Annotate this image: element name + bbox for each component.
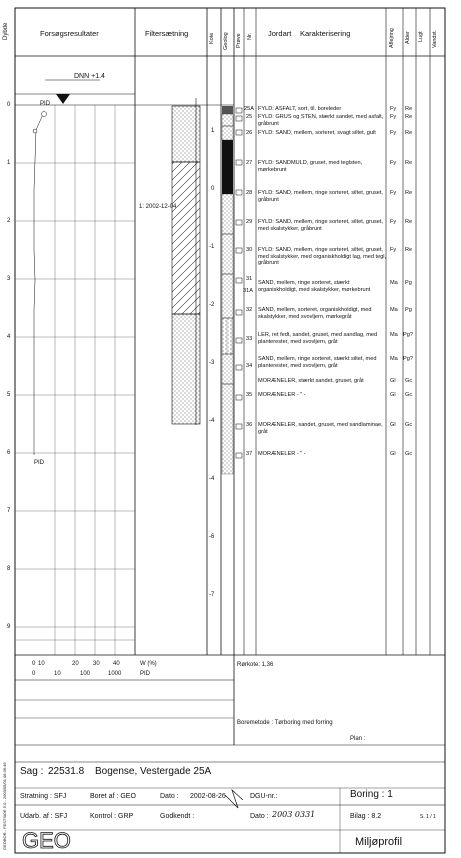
sag-label: Sag : — [20, 766, 44, 777]
sample-nr: 25 — [246, 114, 253, 120]
sample-afl: Ma — [390, 280, 398, 286]
sample-desc: FYLD: SANDMULD, gruset, med teglsten, mørkebrunt — [258, 160, 363, 173]
sample-nr: 25A — [244, 106, 254, 112]
kote-tick: -7 — [209, 592, 215, 598]
scale-tick: 10 — [54, 671, 61, 677]
sample-nr: 34 — [246, 363, 253, 369]
depth-tick: 5 — [7, 392, 11, 398]
header-pr: Prøve — [236, 33, 242, 48]
depth-tick: 6 — [7, 450, 11, 456]
sample-nr: 36 — [246, 422, 253, 428]
sample-desc: MORÆNELER - " - — [258, 392, 306, 398]
sample-alder: Pg? — [403, 332, 413, 338]
sample-afl: Ma — [390, 356, 398, 362]
sample-alder: Pg? — [403, 356, 413, 362]
dato2-label: Dato : — [250, 813, 269, 820]
sample-afl: Gl — [390, 378, 396, 384]
sample-desc: SAND, mellem, sorteret, organiskholdigt, med skalstykker, med svovljern, mørkegråt — [258, 307, 372, 320]
depth-tick: 4 — [7, 334, 11, 340]
sample-alder: Gc — [405, 422, 413, 428]
header-lugt: Lugt — [418, 31, 424, 42]
sample-afl: Gl — [390, 422, 396, 428]
sag-number: 22531.8 — [48, 766, 85, 777]
sag-name: Bogense, Vestergade 25A — [95, 766, 212, 777]
header-karakt: Karakterisering — [300, 29, 351, 38]
kote-tick: 0 — [211, 186, 215, 192]
sample-afl: Fy — [390, 130, 397, 136]
depth-tick: 8 — [7, 566, 11, 572]
dato-label: Dato : — [160, 793, 179, 800]
sample-alder: Pg — [405, 307, 412, 313]
sample-desc: FYLD: SAND, mellem, ringe sorteret, siltet, gruset, med skalstykker, med organiskholdigt lag, med tegl, gråbrunt — [258, 247, 387, 267]
header-filter: Filtersætning — [145, 29, 189, 38]
header-nr: Nr. — [247, 32, 253, 40]
depth-tick: 7 — [7, 508, 11, 514]
depth-tick: 0 — [7, 102, 11, 108]
kote-tick: -2 — [209, 302, 215, 308]
sample-desc: FYLD: ASFALT, sort, til. boreleder — [258, 106, 342, 112]
sample-nr: 33 — [246, 336, 253, 342]
header-aflejring: Aflejring — [389, 28, 395, 48]
scale-unit: W (%) — [140, 661, 157, 667]
sample-desc: MORÆNELER, sandet, gruset, med sandlaminae, gråt — [258, 422, 383, 435]
sample-desc: FYLD: SAND, mellem, ringe sorteret, siltet, gruset, med skalstykker, gråbrunt — [258, 219, 383, 232]
godkendt: Godkendt : — [160, 813, 195, 820]
dnn-label: DNN +1.4 — [74, 73, 105, 80]
kontrol: Kontrol : GRP — [90, 813, 134, 820]
scale-tick: 0 — [32, 671, 36, 677]
header-kote: Kote — [209, 32, 215, 44]
sample-afl: Gl — [390, 451, 396, 457]
sample-alder: Gc — [405, 451, 413, 457]
sample-afl: Gl — [390, 392, 396, 398]
side-print: GEOBOR - FESTSIDE 5.0 - 2003/05/01 08:36:46 — [2, 762, 7, 850]
header-jordart: Jordart — [268, 29, 292, 38]
boret-af: Boret af : GEO — [90, 793, 136, 800]
sample-desc: MORÆNELER - " - — [258, 451, 306, 457]
kote-tick: -4 — [209, 418, 215, 424]
sample-alder: Re — [405, 106, 413, 112]
sample-nr: 28 — [246, 190, 253, 196]
scale-tick: 10 — [38, 661, 45, 667]
sample-desc: FYLD: GRUS og STEN, stærkt sandet, med asfalt, gråbrunt — [258, 114, 384, 127]
bilag: Bilag : 8.2 — [350, 813, 382, 820]
header-alder: Alder — [405, 31, 411, 44]
sample-afl: Fy — [390, 106, 397, 112]
scale-tick: 0 — [32, 661, 36, 667]
header-vandstand: Vandst. — [432, 29, 438, 48]
scale-tick: 100 — [80, 671, 91, 677]
page-number: S. 1 / 1 — [420, 814, 436, 820]
scale-tick: 20 — [72, 661, 79, 667]
sample-afl: Ma — [390, 332, 398, 338]
depth-tick: 9 — [7, 624, 11, 630]
kote-tick: -1 — [209, 244, 215, 250]
document-title: Miljøprofil — [355, 836, 403, 848]
sample-desc: LER, ret fedt, sandet, gruset, med sandlag, med planterester, med svovljern, gråt — [258, 332, 378, 345]
scale-tick: 30 — [93, 661, 100, 667]
sample-nr: 29 — [246, 219, 253, 225]
sample-alder: Gc — [405, 378, 413, 384]
sample-nr: 31A — [243, 288, 253, 294]
sample-afl: Fy — [390, 247, 397, 253]
kote-tick: -3 — [209, 360, 215, 366]
sample-alder: Re — [405, 190, 413, 196]
depth-tick: 3 — [7, 276, 11, 282]
boring: Boring : 1 — [350, 789, 393, 800]
sample-desc: FYLD: SAND, mellem, ringe sorteret, siltet, gruset, gråbrunt — [258, 190, 383, 203]
depth-tick: 1 — [7, 160, 11, 166]
kote-tick: -6 — [209, 534, 215, 540]
pid-label-mid: PID — [34, 460, 45, 466]
sample-afl: Fy — [390, 190, 397, 196]
depth-axis-label: Dybde — [3, 22, 9, 40]
sample-nr: 26 — [246, 130, 253, 136]
sample-afl: Ma — [390, 307, 398, 313]
pid-label-top: PID — [40, 101, 51, 107]
header-forsog: Forsøgsresultater — [40, 29, 99, 38]
sample-alder: Re — [405, 247, 413, 253]
sample-nr: 35 — [246, 392, 253, 398]
sample-alder: Pg — [405, 280, 412, 286]
sample-desc: SAND, mellem, ringe sorteret, stærkt siltet, med planterester, med svovljern, gråt — [258, 356, 377, 369]
sample-alder: Re — [405, 114, 413, 120]
scale-tick: 40 — [113, 661, 120, 667]
dato: 2002-08-26 — [190, 793, 226, 800]
rorkote: Rørkote: 1,36 — [237, 662, 274, 668]
plan: Plan : — [350, 736, 366, 742]
sample-desc: MORÆNELER, stærkt sandet, gruset, gråt — [258, 378, 364, 384]
stratning: Stratning : SFJ — [20, 793, 67, 800]
sample-desc: FYLD: SAND, mellem, sorteret, svagt siltet, gult — [258, 130, 376, 136]
sample-alder: Re — [405, 130, 413, 136]
sample-afl: Fy — [390, 219, 397, 225]
sample-nr: 31 — [246, 276, 253, 282]
dgu-nr: DGU-nr.: — [250, 793, 278, 800]
dato2-handwritten: 2003 0331 — [272, 810, 316, 819]
sample-alder: Gc — [405, 392, 413, 398]
scale-tick: 1000 — [108, 671, 122, 677]
svg-text:GEO: GEO — [22, 828, 71, 853]
kote-tick: 1 — [211, 128, 215, 134]
sample-alder: Re — [405, 160, 413, 166]
udarb: Udarb. af : SFJ — [20, 813, 68, 820]
header-geolog: Geolog — [223, 32, 229, 50]
kote-tick: -4 — [209, 476, 215, 482]
depth-tick: 2 — [7, 218, 11, 224]
filter-date: 1: 2002-12-04 — [139, 204, 177, 210]
scale-unit: PID — [140, 671, 151, 677]
sample-alder: Re — [405, 219, 413, 225]
sample-nr: 32 — [246, 307, 253, 313]
boremetode: Boremetode : Tørboring med forring — [237, 720, 333, 726]
sample-nr: 30 — [246, 247, 253, 253]
sample-nr: 27 — [246, 160, 253, 166]
sample-nr: 37 — [246, 451, 253, 457]
sample-desc: SAND, mellem, ringe sorteret, stærkt organiskholdigt, med skalstykker, mørkebrunt — [258, 280, 371, 293]
sample-afl: Fy — [390, 114, 397, 120]
sample-afl: Fy — [390, 160, 397, 166]
